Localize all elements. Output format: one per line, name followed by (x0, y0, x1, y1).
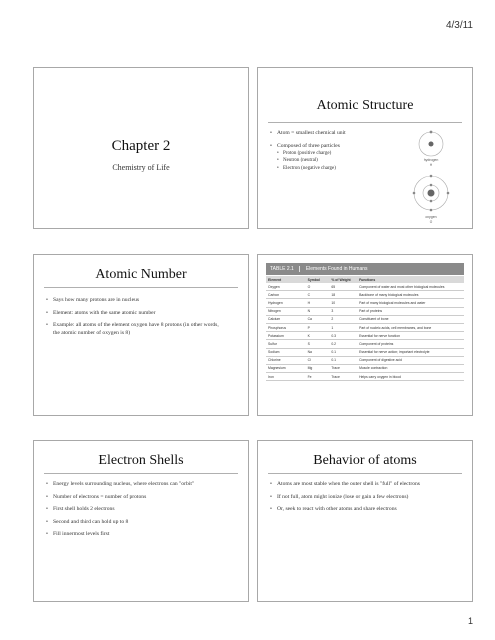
table-row (266, 307, 464, 315)
column-header: Symbol (306, 276, 330, 283)
column-header: Functions (357, 276, 464, 283)
table-cell: Magnesium (266, 364, 306, 372)
table-cell: Chlorine (266, 356, 306, 364)
title-rule (44, 473, 238, 474)
sub-item: • Electron (negative charge) (277, 166, 366, 173)
table-row (266, 356, 464, 364)
table-header-row (266, 276, 464, 283)
list-item: • First shell holds 2 electrons (46, 506, 226, 514)
table-cell: Cl (306, 356, 330, 364)
table-cell: Part of proteins (357, 307, 464, 315)
table-cell: Carbon (266, 291, 306, 299)
list-item: • If not full, atom might ionize (lose or gain a few electrons) (270, 494, 450, 502)
table-cell: Essential for nerve action; important electrolyte (357, 348, 464, 356)
list-item: • Or, seek to react with other atoms and share electrons (270, 506, 450, 514)
table-row (266, 332, 464, 340)
table-cell: 65 (329, 283, 357, 291)
table-cell: 0.3 (329, 332, 357, 340)
list-item: • Atoms are most stable when the outer shell is "full" of electrons (270, 481, 450, 489)
table-cell: Part of nucleic acids, cell membranes, and bone (357, 323, 464, 331)
column-header: Element (266, 276, 306, 283)
slide-elements-table (257, 254, 473, 416)
table-cell: N (306, 307, 330, 315)
table-cell: Iron (266, 373, 306, 381)
table-cell: Essential for nerve function (357, 332, 464, 340)
list-item: • Energy levels surrounding nucleus, where electrons can "orbit" (46, 481, 226, 489)
slide-behavior-of-atoms (257, 440, 473, 602)
page-number: 1 (467, 616, 473, 626)
slide-atomic-structure (257, 67, 473, 229)
bullet-list (270, 481, 450, 519)
table-cell: 1 (329, 323, 357, 331)
page-date: 4/3/11 (445, 20, 473, 31)
list-item: • Atom = smallest chemical unit (270, 130, 366, 138)
table-cell: Na (306, 348, 330, 356)
table-cell: 0.2 (329, 340, 357, 348)
list-item: • Element: atoms with the same atomic number (46, 310, 226, 318)
table-row (266, 340, 464, 348)
table-cell: 0.1 (329, 348, 357, 356)
table-cell: Trace (329, 364, 357, 372)
table-cell: Potassium (266, 332, 306, 340)
title-rule (268, 473, 462, 474)
table-cell: H (306, 299, 330, 307)
slide-electron-shells (33, 440, 249, 602)
column-header: % of Weight (329, 276, 357, 283)
table-cell: S (306, 340, 330, 348)
table-cell: 3 (329, 307, 357, 315)
table-cell: O (306, 283, 330, 291)
list-item: • Fill innermost levels first (46, 531, 226, 539)
table-cell: Nitrogen (266, 307, 306, 315)
diagram-label-bottom2: O (429, 220, 433, 224)
table-cell: Part of many biological molecules and water (357, 299, 464, 307)
table-cell: Component of digestive acid (357, 356, 464, 364)
slide-subtitle: Chemistry of Life (112, 163, 170, 172)
sub-item: • Neutron (neutral) (277, 158, 366, 165)
table-cell: P (306, 323, 330, 331)
table-tag: TABLE 2.1 (270, 266, 300, 272)
hydrogen-atom-icon (419, 131, 443, 156)
slide-chapter-2 (33, 67, 249, 229)
table-cell: Trace (329, 373, 357, 381)
table-cell: Component of proteins (357, 340, 464, 348)
table-title: Elements Found in Humans (305, 266, 368, 272)
table-cell: Mg (306, 364, 330, 372)
slide-title: Atomic Structure (316, 98, 414, 113)
table-cell: 2 (329, 315, 357, 323)
table-row (266, 299, 464, 307)
atom-diagram (396, 126, 466, 226)
table-cell: Hydrogen (266, 299, 306, 307)
table-row (266, 348, 464, 356)
slide-title: Chapter 2 (111, 138, 171, 154)
table-cell: Phosphorus (266, 323, 306, 331)
table-cell: Backbone of many biological molecules (357, 291, 464, 299)
table-row (266, 315, 464, 323)
table-row (266, 283, 464, 291)
list-item: • Second and third can hold up to 8 (46, 519, 226, 527)
diagram-label-top2: H (429, 163, 433, 167)
bullet-list (270, 130, 366, 177)
table-row (266, 323, 464, 331)
list-item: • Number of electrons = number of protons (46, 494, 226, 502)
table-row (266, 291, 464, 299)
table-cell: 0.1 (329, 356, 357, 364)
table-cell: Calcium (266, 315, 306, 323)
table-row (266, 373, 464, 381)
bullet-list (46, 481, 226, 544)
bullet-list (46, 297, 226, 342)
diagram-label-bottom: oxygen (425, 215, 437, 219)
list-item: • Example: all atoms of the element oxygen have 8 protons (in other words, the atomic number of oxygen is 8) (46, 322, 226, 337)
list-item: • Composed of three particles • Proton (positive charge) • Neutron (neutral) • Electron (negative charge) (270, 143, 366, 173)
table-cell: 18 (329, 291, 357, 299)
table-cell: Sodium (266, 348, 306, 356)
list-item: • Says how many protons are in nucleus (46, 297, 226, 305)
table-cell: 10 (329, 299, 357, 307)
table-cell: Oxygen (266, 283, 306, 291)
slide-title: Atomic Number (95, 267, 187, 282)
elements-table (266, 276, 464, 381)
table-header-bar (266, 263, 464, 275)
title-rule (44, 287, 238, 288)
diagram-label-top: hydrogen (423, 158, 439, 162)
table-cell: Helps carry oxygen in blood (357, 373, 464, 381)
table-cell: K (306, 332, 330, 340)
title-rule (268, 122, 462, 123)
table-cell: Constituent of bone (357, 315, 464, 323)
slide-title: Electron Shells (98, 453, 184, 468)
table-cell: Muscle contraction (357, 364, 464, 372)
table-cell: Sulfur (266, 340, 306, 348)
slide-title: Behavior of atoms (313, 453, 417, 468)
oxygen-atom-icon (413, 175, 450, 212)
slide-atomic-number (33, 254, 249, 416)
sub-item: • Proton (positive charge) (277, 151, 366, 158)
table-cell: C (306, 291, 330, 299)
table-cell: Fe (306, 373, 330, 381)
table-cell: Component of water and most other biological molecules (357, 283, 464, 291)
table-cell: Ca (306, 315, 330, 323)
table-row (266, 364, 464, 372)
